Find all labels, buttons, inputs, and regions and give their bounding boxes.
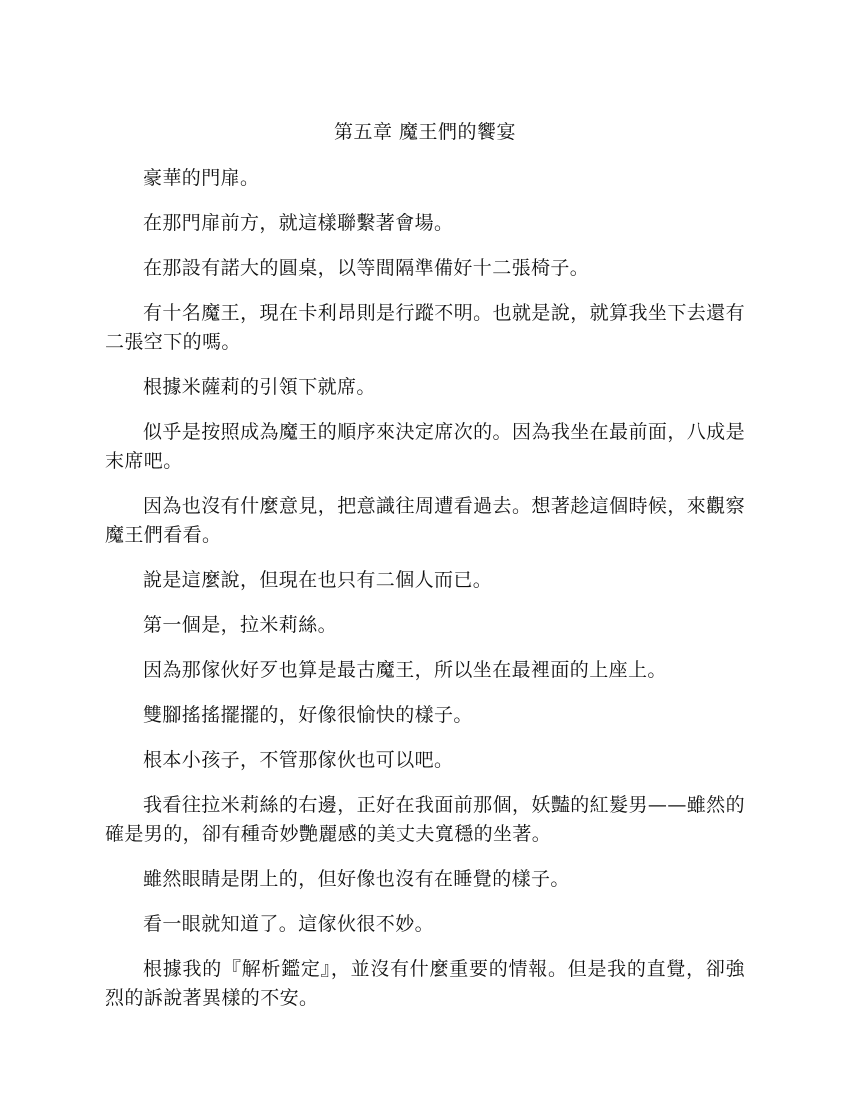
chapter-body xyxy=(105,164,745,1029)
paragraph: 因為也沒有什麼意見，把意識往周遭看過去。想著趁這個時候，來觀察魔王們看看。 xyxy=(105,495,745,546)
paragraph: 根據米薩莉的引領下就席。 xyxy=(143,376,376,398)
paragraph: 說是這麼說，但現在也只有二個人而已。 xyxy=(143,569,493,591)
paragraph: 豪華的門扉。 xyxy=(143,167,260,189)
paragraph: 因為那傢伙好歹也算是最古魔王，所以坐在最裡面的上座上。 xyxy=(143,659,667,681)
paragraph: 雖然眼睛是閉上的，但好像也沒有在睡覺的樣子。 xyxy=(143,868,570,890)
paragraph: 似乎是按照成為魔王的順序來決定席次的。因為我坐在最前面，八成是末席吧。 xyxy=(105,421,745,472)
paragraph: 我看往拉米莉絲的右邊，正好在我面前那個，妖豔的紅髮男——雖然的確是男的，卻有種奇妙艷麗感的美丈夫寬穩的坐著。 xyxy=(105,794,745,845)
paragraph: 根據我的『解析鑑定』，並沒有什麼重要的情報。但是我的直覺，卻強烈的訴說著異樣的不安。 xyxy=(105,958,745,1009)
paragraph: 在那設有諾大的圓桌，以等間隔準備好十二張椅子。 xyxy=(143,257,590,279)
paragraph: 雙腳搖搖擺擺的，好像很愉快的樣子。 xyxy=(143,704,473,726)
paragraph: 在那門扉前方，就這樣聯繫著會場。 xyxy=(143,212,454,234)
chapter-title: 第五章 魔王們的饗宴 xyxy=(333,121,517,143)
paragraph: 第一個是，拉米莉絲。 xyxy=(143,614,338,636)
paragraph: 看一眼就知道了。這傢伙很不妙。 xyxy=(143,913,435,935)
paragraph: 有十名魔王，現在卡利昂則是行蹤不明。也就是說，就算我坐下去還有二張空下的嗎。 xyxy=(105,302,745,353)
paragraph: 根本小孩子，不管那傢伙也可以吧。 xyxy=(143,749,454,771)
